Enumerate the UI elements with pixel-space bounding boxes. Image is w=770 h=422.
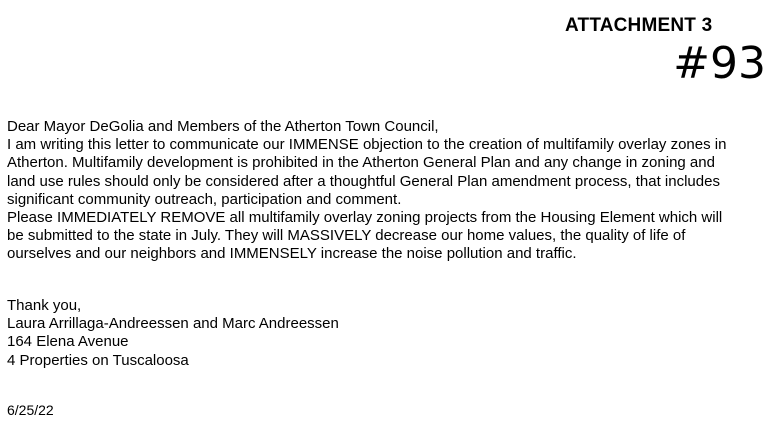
paragraph-line: I am writing this letter to communicate our IMMENSE objection to the creation of multifamily overlay zones in xyxy=(7,136,727,154)
paragraph-line: Atherton. Multifamily development is prohibited in the Atherton General Plan and any change in zoning and xyxy=(7,154,715,172)
paragraph-line: Please IMMEDIATELY REMOVE all multifamily overlay zoning projects from the Housing Element which will xyxy=(7,209,723,227)
paragraph-line: be submitted to the state in July. They will MASSIVELY decrease our home values, the quality of life of xyxy=(7,227,686,245)
signoff: Thank you, xyxy=(7,297,82,314)
document-number: #93 xyxy=(673,38,766,89)
paragraph-line: significant community outreach, participation and comment. xyxy=(7,190,402,208)
paragraph-request xyxy=(7,209,767,264)
letter-body xyxy=(7,118,767,264)
paragraph-line: land use rules should only be considered after a thoughtful General Plan amendment process, that includes xyxy=(7,172,720,190)
letter-closing xyxy=(7,297,339,370)
properties-note: 4 Properties on Tuscaloosa xyxy=(7,351,189,369)
address: 164 Elena Avenue xyxy=(7,333,129,351)
paragraph-line: ourselves and our neighbors and IMMENSELY increase the noise pollution and traffic. xyxy=(7,245,577,263)
letter-date: 6/25/22 xyxy=(7,402,54,418)
attachment-label: ATTACHMENT 3 xyxy=(565,15,713,36)
salutation: Dear Mayor DeGolia and Members of the Atherton Town Council, xyxy=(7,118,439,135)
signatory-names: Laura Arrillaga-Andreessen and Marc Andreessen xyxy=(7,315,339,333)
paragraph-objection xyxy=(7,136,767,209)
